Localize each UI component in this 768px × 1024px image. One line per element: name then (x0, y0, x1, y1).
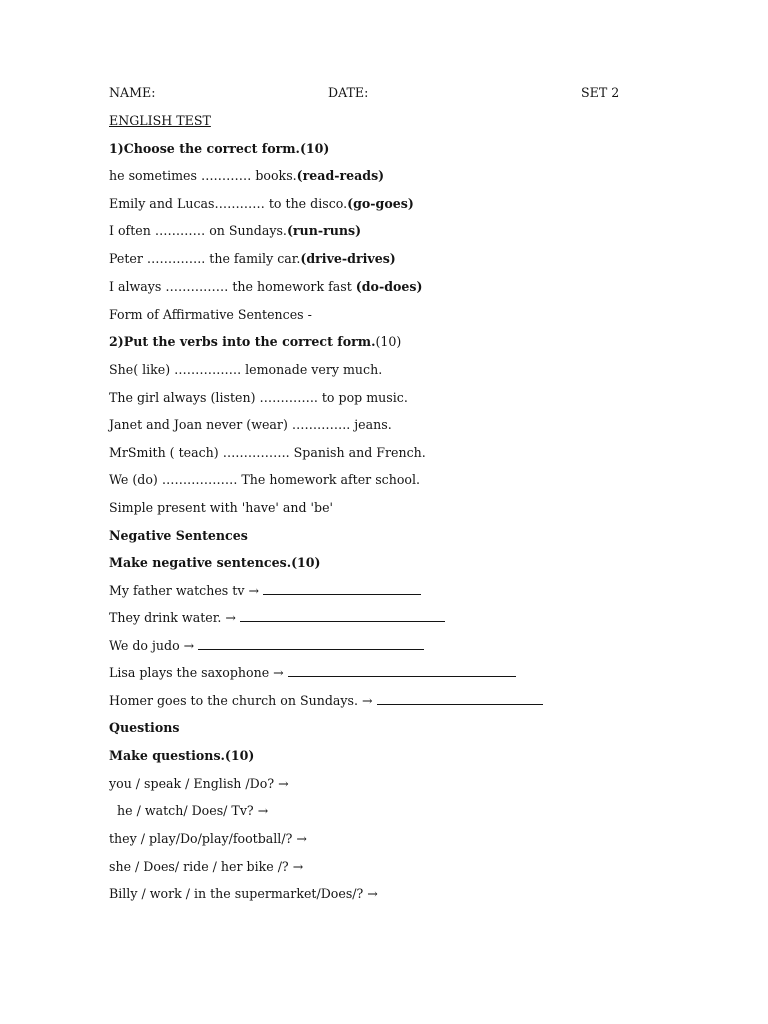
answer-blank[interactable] (377, 693, 543, 705)
item-text: he sometimes ………… books. (109, 168, 297, 183)
section3-item (109, 583, 421, 599)
item-text: Homer goes to the church on Sundays. → (109, 693, 373, 708)
section2-item: MrSmith ( teach) ……………. Spanish and French. (109, 445, 426, 460)
item-text: We do judo → (109, 638, 195, 653)
section1-note: Form of Affirmative Sentences - (109, 307, 312, 322)
section2-item: The girl always (listen) ………….. to pop music. (109, 390, 408, 405)
item-text: They drink water. → (109, 610, 236, 625)
item-text: Lisa plays the saxophone → (109, 665, 284, 680)
section4-item: she / Does/ ride / her bike /? → (109, 859, 304, 874)
item-options: (drive-drives) (300, 251, 396, 266)
section3-heading: Make negative sentences.(10) (109, 555, 321, 570)
section2-note: Simple present with 'have' and 'be' (109, 500, 333, 515)
answer-blank[interactable] (263, 583, 421, 595)
section2-item: Janet and Joan never (wear) ………….. jeans. (109, 417, 392, 432)
section3-title: Negative Sentences (109, 528, 248, 543)
section1-item (109, 251, 396, 267)
section2-item: We (do) ……………… The homework after school. (109, 472, 421, 487)
item-options: (go-goes) (347, 196, 414, 211)
answer-blank[interactable] (288, 665, 516, 677)
section4-item: he / watch/ Does/ Tv? → (109, 803, 269, 818)
item-text: My father watches tv → (109, 583, 259, 598)
answer-blank[interactable] (198, 638, 424, 650)
name-label: NAME: (109, 85, 156, 100)
item-text: Peter ………….. the family car. (109, 251, 301, 266)
section3-item (109, 665, 516, 681)
item-options: (read-reads) (296, 168, 385, 183)
set-label: SET 2 (581, 85, 620, 100)
item-text: I always …………… the homework fast (109, 279, 356, 294)
item-options: (run-runs) (286, 223, 362, 238)
answer-blank[interactable] (240, 610, 445, 622)
section4-item: Billy / work / in the supermarket/Does/? → (109, 886, 378, 901)
date-label: DATE: (328, 85, 369, 100)
section1-item (109, 279, 422, 295)
section2-heading (109, 334, 401, 350)
item-text: I often ………… on Sundays. (109, 223, 287, 238)
test-title: ENGLISH TEST (109, 113, 211, 128)
section1-heading: 1)Choose the correct form.(10) (109, 141, 330, 156)
section3-item (109, 638, 424, 654)
item-text: Emily and Lucas………… to the disco. (109, 196, 348, 211)
item-options: (do-does) (355, 279, 423, 294)
section4-heading: Make questions.(10) (109, 748, 255, 763)
section4-title: Questions (109, 720, 180, 735)
section2-item: She( like) ……………. lemonade very much. (109, 362, 383, 377)
section3-item (109, 610, 445, 626)
section2-heading-bold: 2)Put the verbs into the correct form. (109, 334, 376, 349)
section2-heading-points: (10) (375, 334, 402, 349)
section1-item (109, 168, 384, 184)
section1-item (109, 196, 414, 212)
section1-item (109, 223, 361, 239)
section4-item: they / play/Do/play/football/? → (109, 831, 307, 846)
section4-item: you / speak / English /Do? → (109, 776, 289, 791)
section3-item (109, 693, 543, 709)
